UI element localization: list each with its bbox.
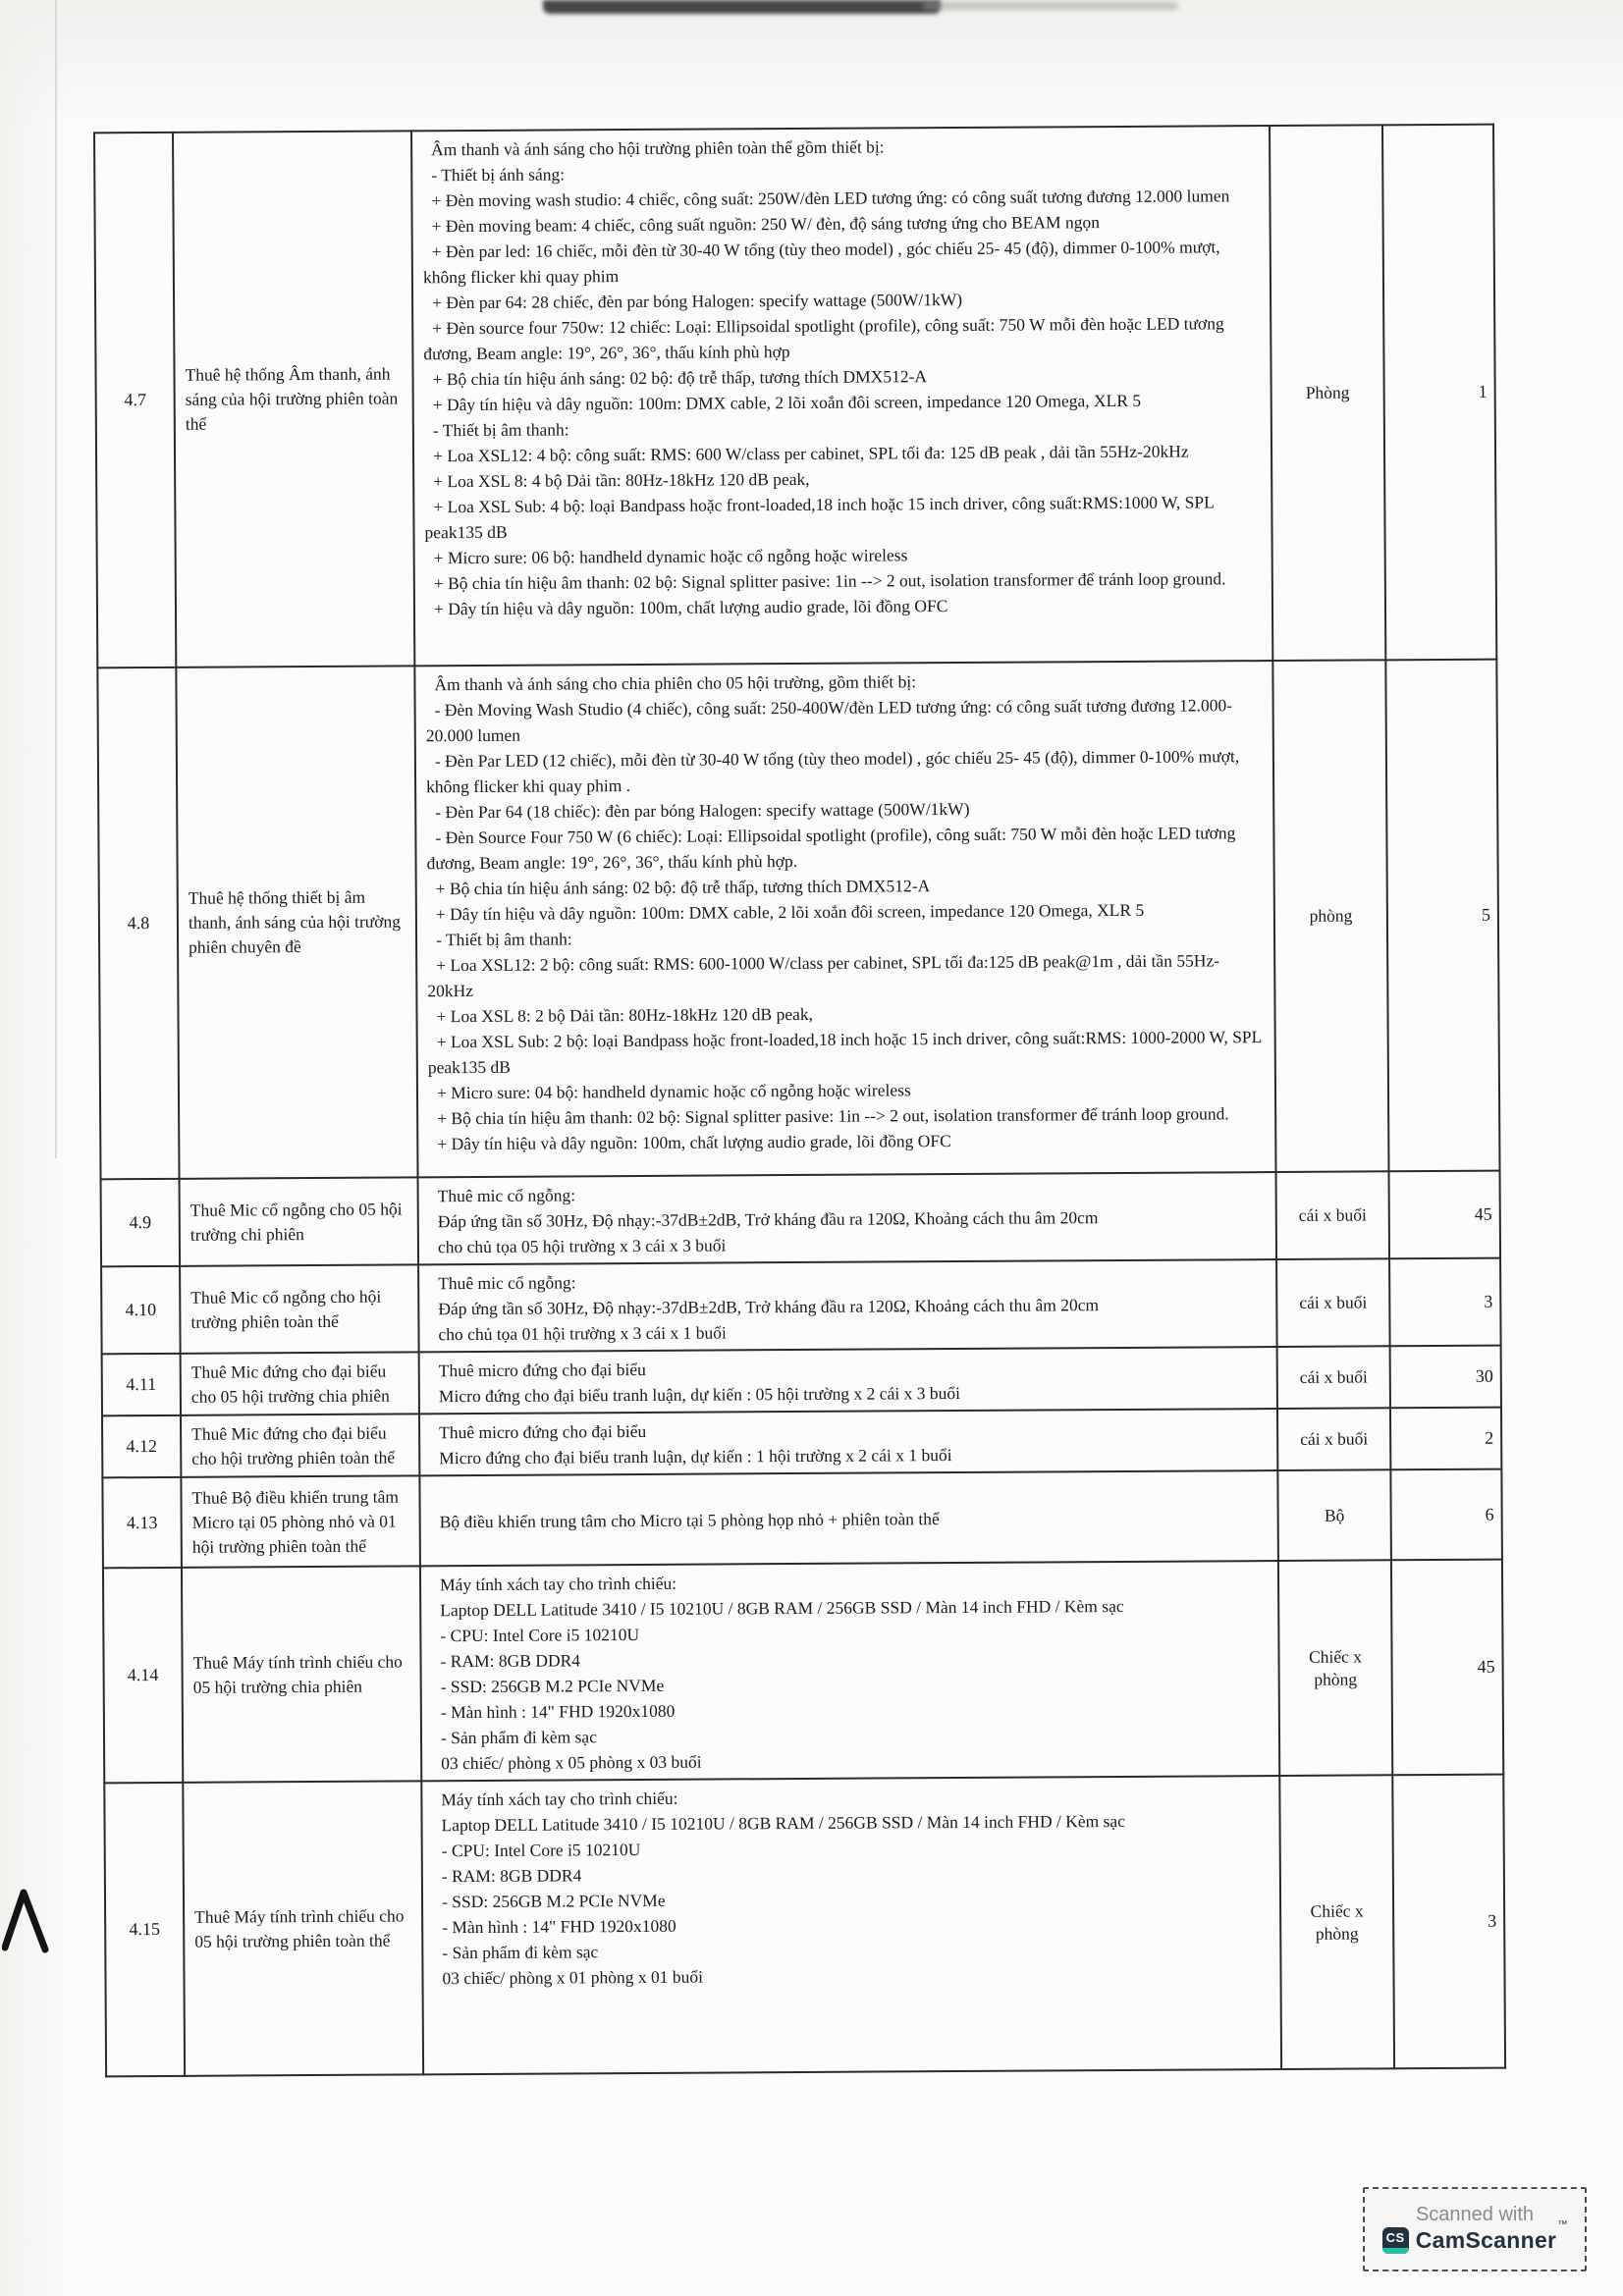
cell-quantity: 30: [1390, 1346, 1501, 1409]
description-line: - Màn hình : 14" FHD 1920x1080: [442, 1915, 676, 1938]
cell-item-name: Thuê Mic cổ ngỗng cho 05 hội trường chi phiên: [180, 1177, 419, 1265]
badge-scanned-with-text: Scanned with: [1415, 2204, 1535, 2225]
cell-unit: Bộ: [1277, 1469, 1391, 1561]
description-line: Máy tính xách tay cho trình chiếu:: [441, 1788, 678, 1810]
description-line: + Loa XSL Sub: 4 bộ: loại Bandpass hoặc front-loaded,18 inch hoặc 15 inch driver, công suất:RMS:1000 W, SPL peak135 dB: [424, 492, 1215, 543]
cell-quantity: 1: [1382, 125, 1496, 661]
description-line: Bộ điều khiển trung tâm cho Micro tại 5 phòng họp nhỏ + phiên toàn thể: [439, 1508, 940, 1531]
cell-description: [419, 1347, 1277, 1414]
description-line: + Bộ chia tín hiệu ánh sáng: 02 bộ: độ trễ thấp, tương thích DMX512-A: [432, 366, 928, 390]
description-line: cho chủ tọa 05 hội trường x 3 cái x 3 buổi: [437, 1235, 727, 1257]
description-line: + Loa XSL Sub: 2 bộ: loại Bandpass hoặc front-loaded,18 inch hoặc 15 inch driver, công suất:RMS: 1000-2000 W, SPL peak135 dB: [427, 1027, 1262, 1078]
description-line: Máy tính xách tay cho trình chiếu:: [439, 1573, 677, 1595]
description-line: + Đèn moving beam: 4 chiếc, công suất nguồn: 250 W/ đèn, độ sáng tương ứng cho BEAM ngọn: [431, 212, 1100, 237]
description-line: Đáp ứng tần số 30Hz, Độ nhạy:-37dB±2dB, Trở kháng đầu ra 120Ω, Khoảng cách thu âm 20cm: [437, 1207, 1099, 1232]
cell-unit: Chiếc x phòng: [1278, 1560, 1392, 1776]
description-line: - Đèn Par LED (12 chiếc), mỗi đèn từ 30-40 W tổng (tùy theo model) , góc chiếu 25- 45 (độ), dimmer 0-100% mượt, không flicker khi quay phim .: [426, 746, 1240, 797]
table-row: [102, 1346, 1501, 1416]
cell-description: [419, 1409, 1277, 1475]
description-line: + Đèn par 64: 28 chiếc, đèn par bóng Halogen: specify wattage (500W/1kW): [432, 289, 963, 313]
cell-description: [419, 1470, 1278, 1566]
description-line: Đáp ứng tần số 30Hz, Độ nhạy:-37dB±2dB, Trở kháng đầu ra 120Ω, Khoảng cách thu âm 20cm: [438, 1295, 1100, 1319]
description-line: Thuê micro đứng cho đại biểu: [439, 1420, 647, 1443]
paper-fold-line: [55, 0, 57, 1158]
description-line: - Sản phẩm đi kèm sạc: [442, 1942, 599, 1963]
description-line: - RAM: 8GB DDR4: [440, 1650, 581, 1672]
description-line: - Màn hình : 14" FHD 1920x1080: [440, 1700, 676, 1723]
cell-row-index: 4.12: [102, 1415, 181, 1477]
cell-unit: cái x buổi: [1277, 1408, 1390, 1470]
description-line: - Đèn Moving Wash Studio (4 chiếc), công suất: 250-400W/đèn LED tương ứng: có công suất tương đương 12.000-20.000 lumen: [425, 695, 1233, 746]
scan-top-shading: [0, 0, 1623, 128]
description-line: + Dây tín hiệu và dây nguồn: 100m, chất lượng audio grade, lõi đồng OFC: [437, 1131, 951, 1154]
table-row: [102, 1469, 1502, 1569]
description-line: - Thiết bị ánh sáng:: [431, 164, 566, 186]
cell-row-index: 4.15: [104, 1783, 185, 2076]
description-line: - Đèn Source Four 750 W (6 chiếc): Loại: Ellipsoidal spotlight (profile), công suất: 750 W mỗi đèn hoặc LED tương đương, Beam angle: 19°, 26°, 36°, thấu kính phù hợp.: [426, 823, 1236, 874]
description-line: + Loa XSL 8: 4 bộ Dải tần: 80Hz-18kHz 120 dB peak,: [433, 468, 810, 492]
description-line: + Dây tín hiệu và dây nguồn: 100m: DMX cable, 2 lõi xoắn đôi screen, impedance 120 Omega, XLR 5: [435, 899, 1145, 925]
cell-row-index: 4.7: [94, 133, 176, 667]
cell-quantity: 6: [1390, 1469, 1502, 1561]
description-line: 03 chiếc/ phòng x 05 phòng x 03 buổi: [441, 1751, 702, 1774]
description-line: 03 chiếc/ phòng x 01 phòng x 01 buổi: [442, 1966, 703, 1989]
description-line: Thuê mic cổ ngỗng:: [438, 1272, 576, 1294]
cell-row-index: 4.8: [97, 667, 179, 1179]
cell-unit: phòng: [1272, 660, 1388, 1172]
cell-row-index: 4.14: [103, 1568, 183, 1783]
description-line: + Loa XSL12: 2 bộ: công suất: RMS: 600-1000 W/class per cabinet, SPL tối đa:125 dB peak@1m , dải tần 55Hz-20kHz: [427, 950, 1220, 1001]
description-line: + Micro sure: 06 bộ: handheld dynamic hoặc cổ ngỗng hoặc wireless: [433, 545, 908, 568]
cell-row-index: 4.11: [102, 1354, 181, 1415]
description-line: + Micro sure: 04 bộ: handheld dynamic hoặc cổ ngỗng hoặc wireless: [436, 1080, 911, 1103]
cell-unit: cái x buổi: [1276, 1258, 1390, 1347]
description-line: + Bộ chia tín hiệu âm thanh: 02 bộ: Signal splitter pasive: 1in --> 2 out, isolation transformer để tránh loop ground.: [433, 568, 1226, 594]
cell-item-name: Thuê hệ thống Âm thanh, ánh sáng của hội trường phiên toàn thể: [173, 131, 414, 667]
description-line: Micro đứng cho đại biểu tranh luận, dự kiến : 05 hội trường x 2 cái x 3 buổi: [438, 1382, 960, 1407]
description-line: + Dây tín hiệu và dây nguồn: 100m: DMX cable, 2 lõi xoắn đôi screen, impedance 120 Omega, XLR 5: [432, 390, 1142, 415]
cell-item-name: Thuê Mic đứng cho đại biểu cho hội trường phiên toàn thể: [181, 1414, 419, 1476]
cell-item-name: Thuê Máy tính trình chiếu cho 05 hội trường chia phiên: [182, 1566, 421, 1782]
description-line: + Bộ chia tín hiệu âm thanh: 02 bộ: Signal splitter pasive: 1in --> 2 out, isolation transformer để tránh loop ground.: [437, 1103, 1229, 1129]
description-line: + Đèn par led: 16 chiếc, mỗi đèn từ 30-40 W tổng (tùy theo model) , góc chiếu 25- 45 (độ), dimmer 0-100% mượt, không flicker khi quay phim: [422, 237, 1220, 288]
camscanner-brand-text: CamScanner: [1415, 2227, 1557, 2253]
description-line: cho chủ tọa 01 hội trường x 3 cái x 1 buổi: [438, 1322, 727, 1345]
description-line: - RAM: 8GB DDR4: [441, 1865, 582, 1887]
table-row: [97, 660, 1499, 1180]
handwritten-caret-mark: [2, 1885, 51, 1957]
cell-item-name: Thuê Bộ điều khiển trung tâm Micro tại 05 phòng nhỏ và 01 hội trường phiên toàn thể: [181, 1475, 420, 1567]
scan-ink-smudge-faint: [923, 2, 1178, 10]
equipment-table-body: [94, 125, 1505, 2077]
table-row: [102, 1408, 1501, 1478]
cell-quantity: 45: [1389, 1171, 1501, 1259]
camscanner-logo-icon: [1382, 2227, 1409, 2254]
cell-unit: cái x buổi: [1277, 1346, 1390, 1409]
scan-ink-smudge: [543, 0, 941, 14]
cell-description: [420, 1561, 1279, 1781]
description-line: Laptop DELL Latitude 3410 / I5 10210U / 8GB RAM / 256GB SSD / Màn 14 inch FHD / Kèm sạc: [440, 1595, 1124, 1621]
description-line: + Bộ chia tín hiệu ánh sáng: 02 bộ: độ trễ thấp, tương thích DMX512-A: [435, 876, 931, 899]
equipment-rental-table: [93, 124, 1506, 2078]
cell-item-name: Thuê Mic cổ ngỗng cho hội trường phiên toàn thể: [180, 1264, 419, 1353]
cell-unit: Phòng: [1270, 125, 1385, 661]
cell-row-index: 4.9: [101, 1179, 181, 1266]
description-line: Micro đứng cho đại biểu tranh luận, dự kiến : 1 hội trường x 2 cái x 1 buổi: [439, 1445, 952, 1468]
cell-item-name: Thuê Máy tính trình chiếu cho 05 hội trường phiên toàn thể: [183, 1781, 423, 2075]
description-line: Laptop DELL Latitude 3410 / I5 10210U / 8GB RAM / 256GB SSD / Màn 14 inch FHD / Kèm sạc: [441, 1810, 1125, 1836]
camscanner-icon-strip: [1382, 2248, 1409, 2254]
cell-description: [411, 126, 1272, 666]
cell-description: [414, 661, 1275, 1177]
description-line: - Đèn Par 64 (18 chiếc): đèn par bóng Halogen: specify wattage (500W/1kW): [435, 798, 970, 823]
description-line: + Loa XSL 8: 2 bộ Dải tần: 80Hz-18kHz 120 dB peak,: [436, 1003, 814, 1027]
description-line: - Thiết bị âm thanh:: [435, 929, 572, 950]
cell-row-index: 4.13: [102, 1477, 182, 1568]
description-line: - SSD: 256GB M.2 PCIe NVMe: [441, 1890, 666, 1912]
cell-quantity: 3: [1392, 1775, 1505, 2069]
cell-item-name: Thuê Mic đứng cho đại biểu cho 05 hội trường chia phiên: [181, 1352, 419, 1415]
cell-description: [418, 1172, 1277, 1264]
description-line: - CPU: Intel Core i5 10210U: [441, 1839, 641, 1861]
description-line: - Sản phẩm đi kèm sạc: [440, 1727, 597, 1748]
description-line: - SSD: 256GB M.2 PCIe NVMe: [440, 1675, 665, 1697]
description-line: Âm thanh và ánh sáng cho hội trường phiên toàn thể gồm thiết bị:: [431, 136, 885, 160]
cell-quantity: 5: [1385, 660, 1499, 1172]
camscanner-watermark-badge: [1363, 2187, 1587, 2271]
cell-quantity: 45: [1391, 1560, 1503, 1776]
cell-description: [421, 1776, 1281, 2074]
table-row: [94, 125, 1496, 668]
cell-quantity: 2: [1390, 1408, 1501, 1470]
cell-item-name: Thuê hệ thống thiết bị âm thanh, ánh sáng của hội trường phiên chuyên đề: [176, 666, 417, 1178]
description-line: Thuê micro đứng cho đại biểu: [438, 1359, 646, 1381]
description-line: Thuê mic cổ ngỗng:: [437, 1185, 576, 1206]
description-line: - CPU: Intel Core i5 10210U: [440, 1624, 640, 1646]
table-row: [103, 1560, 1503, 1784]
camscanner-icon-letters: CS: [1385, 2230, 1405, 2245]
cell-unit: Chiếc x phòng: [1279, 1775, 1394, 2069]
cell-quantity: 3: [1389, 1258, 1501, 1347]
description-line: + Đèn moving wash studio: 4 chiếc, công suất: 250W/đèn LED tương ứng: có công suất tương đương 12.000 lumen: [431, 186, 1230, 211]
cell-description: [418, 1259, 1277, 1352]
cell-unit: cái x buổi: [1276, 1171, 1390, 1259]
cell-row-index: 4.10: [101, 1266, 181, 1354]
table-row: [101, 1171, 1501, 1267]
trademark-symbol: ™: [1557, 2219, 1568, 2230]
table-row: [101, 1258, 1501, 1355]
description-line: + Loa XSL12: 4 bộ: công suất: RMS: 600 W/class per cabinet, SPL tối đa: 125 dB peak , dải tần 55Hz-20kHz: [432, 441, 1189, 466]
description-line: + Dây tín hiệu và dây nguồn: 100m, chất lượng audio grade, lõi đồng OFC: [433, 596, 948, 619]
description-line: Âm thanh và ánh sáng cho chia phiên cho 05 hội trường, gồm thiết bị:: [434, 671, 917, 695]
table-row: [104, 1775, 1505, 2077]
description-line: + Đèn source four 750w: 12 chiếc: Loại: Ellipsoidal spotlight (profile), công suất: 750 W mỗi đèn hoặc LED tương đương, Beam angle: 19°, 26°, 36°, thấu kính phù hợp: [423, 313, 1224, 364]
description-line: - Thiết bị âm thanh:: [432, 419, 569, 441]
